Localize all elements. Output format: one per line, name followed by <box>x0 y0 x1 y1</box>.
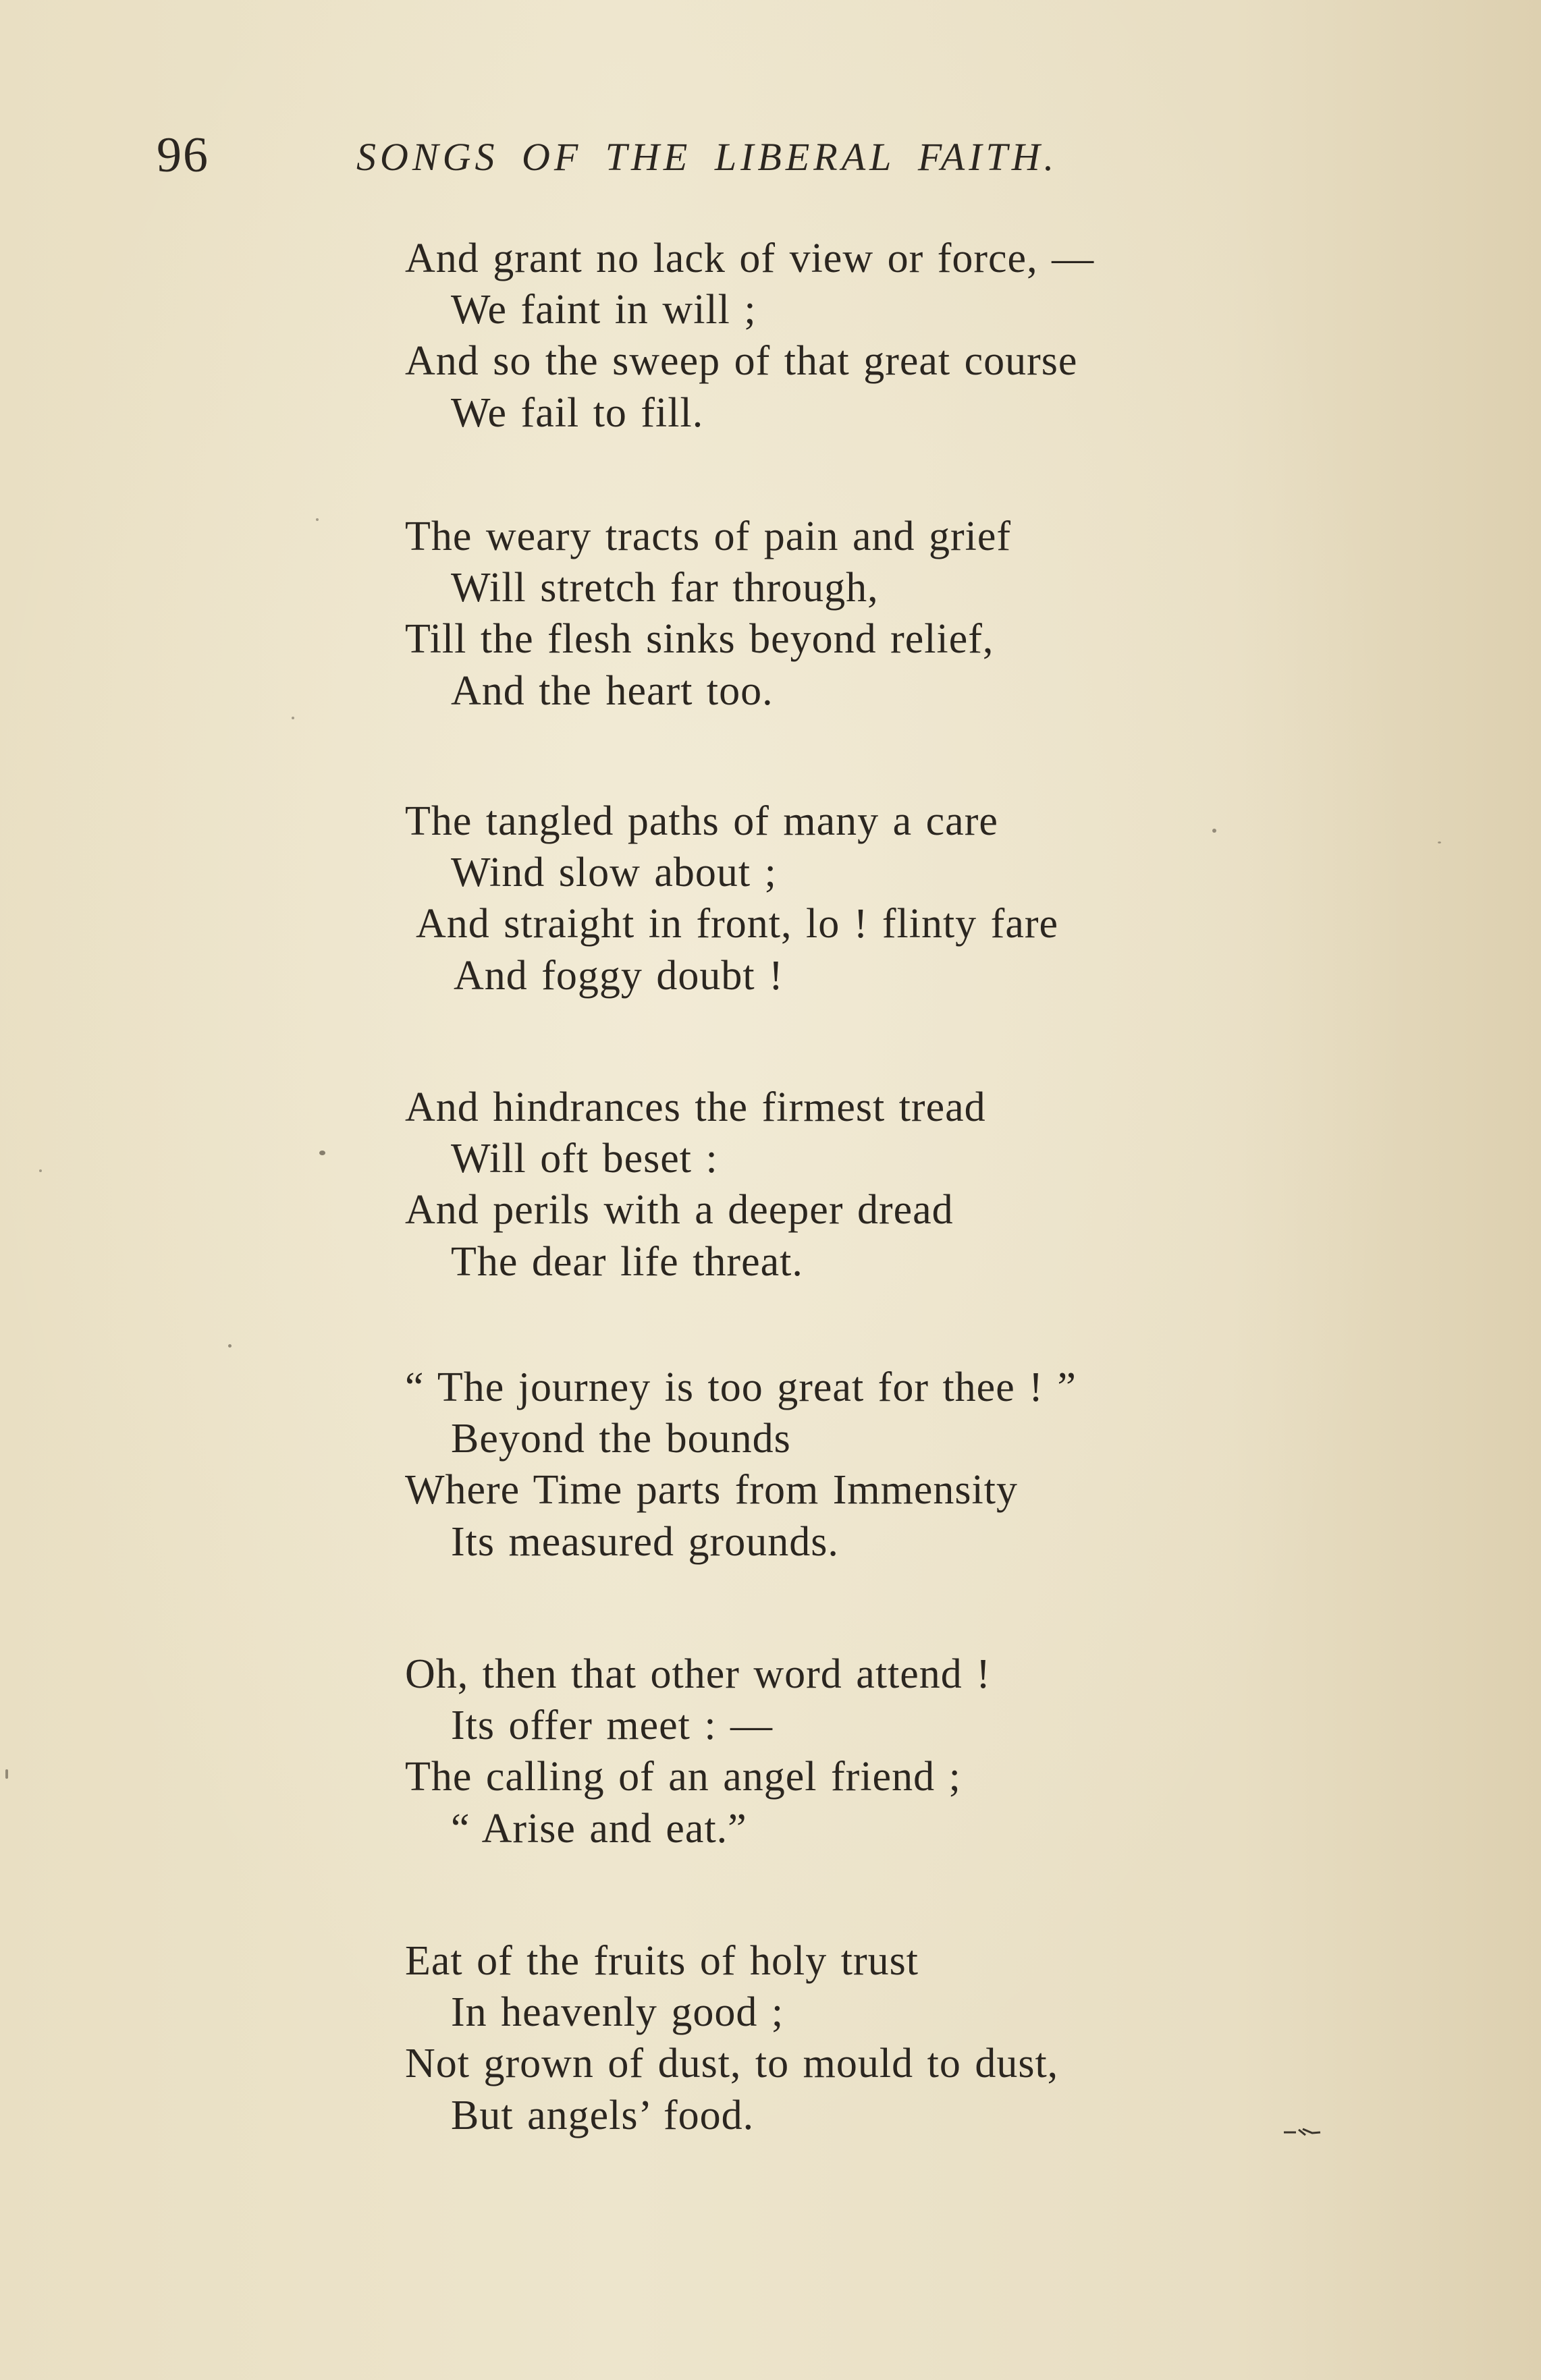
poem-line: The tangled paths of many a care <box>405 798 998 844</box>
poem-line: Beyond the bounds <box>451 1416 791 1462</box>
poem-line: Will stretch far through, <box>451 565 879 611</box>
paper-speck <box>5 1769 8 1779</box>
poem-line: Till the flesh sinks beyond relief, <box>405 616 994 662</box>
poem-line: The weary tracts of pain and grief <box>405 514 1012 559</box>
poem-line: But angels’ food. <box>451 2093 755 2138</box>
poem-line: And the heart too. <box>451 668 774 714</box>
running-head <box>0 125 1541 186</box>
paper-speck <box>39 1169 42 1172</box>
poem-line: Not grown of dust, to mould to dust, <box>405 2041 1059 2086</box>
poem-line: Oh, then that other word attend ! <box>405 1651 991 1697</box>
paper-speck <box>228 1344 232 1348</box>
poem-line: Wind slow about ; <box>451 850 777 895</box>
poem-line: And straight in front, lo ! flinty fare <box>416 901 1059 947</box>
poem-line: We fail to fill. <box>451 390 704 436</box>
poem-line: Its offer meet : — <box>451 1703 774 1748</box>
book-title: SONGS OF THE LIBERAL FAITH. <box>356 135 1058 179</box>
ornament-mark-icon <box>1282 2127 1323 2136</box>
poem-line: And so the sweep of that great course <box>405 338 1078 384</box>
poem-line: And foggy doubt ! <box>454 953 784 999</box>
paper-speck <box>1212 829 1216 833</box>
paper-speck <box>292 717 294 719</box>
poem-line: And grant no lack of view or force, — <box>405 236 1095 281</box>
paper-speck <box>319 1151 325 1155</box>
paper-speck <box>1438 841 1441 843</box>
poem-line: We faint in will ; <box>451 287 757 333</box>
poem-line: Eat of the fruits of holy trust <box>405 1938 919 1984</box>
paper-speck <box>316 518 319 521</box>
poem-line: “ The journey is too great for thee ! ” <box>405 1364 1077 1410</box>
poem-line: In heavenly good ; <box>451 1989 784 2035</box>
poem-line: Where Time parts from Immensity <box>405 1467 1018 1513</box>
page-number: 96 <box>157 128 209 183</box>
poem-line: And perils with a deeper dread <box>405 1187 954 1233</box>
poem-line: And hindrances the firmest tread <box>405 1084 986 1130</box>
poem-line: Will oft beset : <box>451 1136 718 1182</box>
poem-line: “ Arise and eat.” <box>451 1806 747 1852</box>
poem-line: Its measured grounds. <box>451 1519 839 1565</box>
poem-line: The calling of an angel friend ; <box>405 1754 961 1800</box>
poem-line: The dear life threat. <box>451 1239 803 1285</box>
